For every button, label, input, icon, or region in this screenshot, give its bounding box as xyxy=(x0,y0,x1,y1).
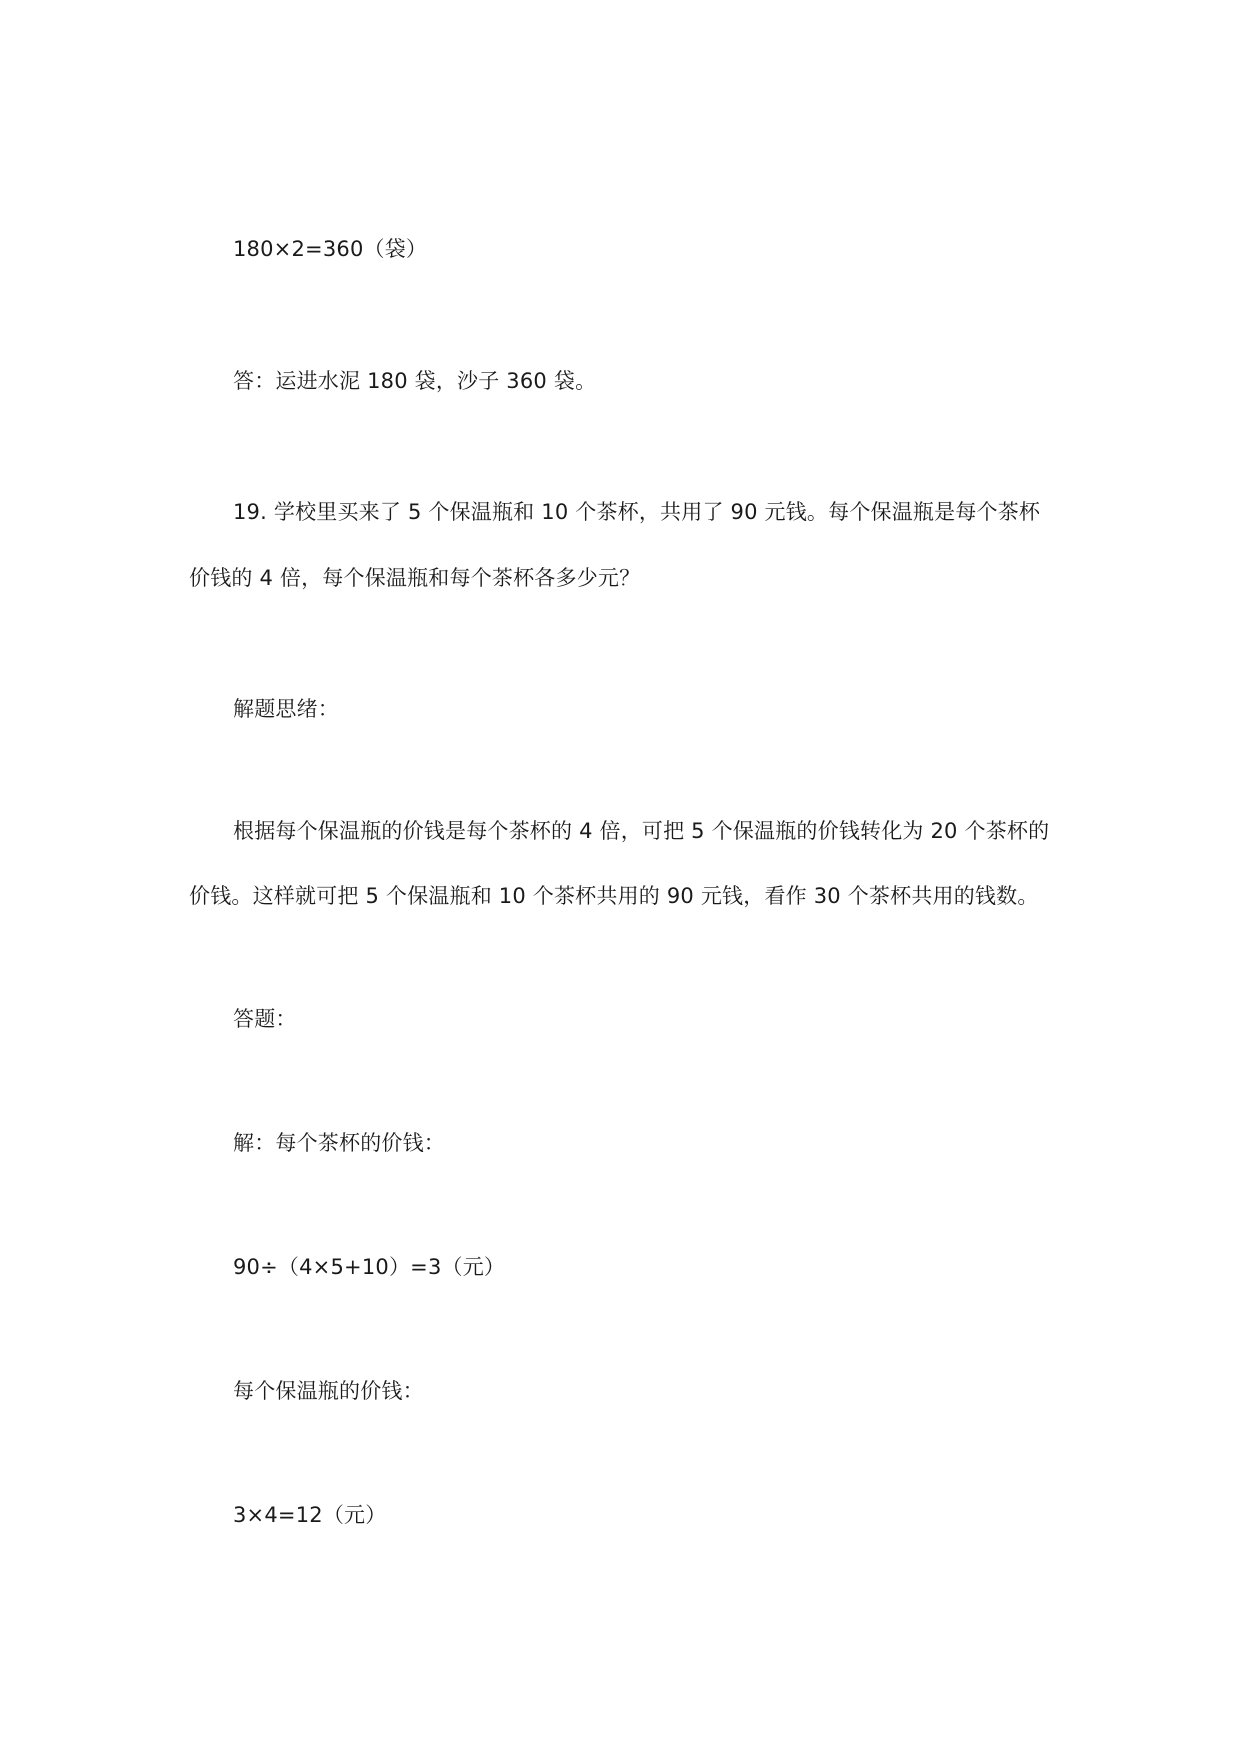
calc-line-cup: 90÷（4×5+10）=3（元） xyxy=(233,1255,506,1279)
question-19-line-1: 19. 学校里买来了 5 个保温瓶和 10 个茶杯，共用了 90 元钱。每个保温瓶是每个茶杯 xyxy=(233,500,1041,524)
answer-heading: 答题： xyxy=(233,1007,297,1031)
calc-line-bottle: 3×4=12（元） xyxy=(233,1503,387,1527)
calc-line-sand: 180×2=360（袋） xyxy=(233,237,428,261)
thinking-line-1: 根据每个保温瓶的价钱是每个茶杯的 4 倍，可把 5 个保温瓶的价钱转化为 20 个茶杯的 xyxy=(233,819,1050,843)
answer-line-18: 答：运进水泥 180 袋，沙子 360 袋。 xyxy=(233,369,597,393)
question-19-line-2: 价钱的 4 倍，每个保温瓶和每个茶杯各多少元？ xyxy=(189,566,641,590)
solution-label-cup: 解：每个茶杯的价钱： xyxy=(233,1131,445,1155)
thinking-line-2: 价钱。这样就可把 5 个保温瓶和 10 个茶杯共用的 90 元钱，看作 30 个茶杯共用的钱数。 xyxy=(189,884,1039,908)
thinking-heading: 解题思绪： xyxy=(233,697,339,721)
solution-label-bottle: 每个保温瓶的价钱： xyxy=(233,1379,424,1403)
